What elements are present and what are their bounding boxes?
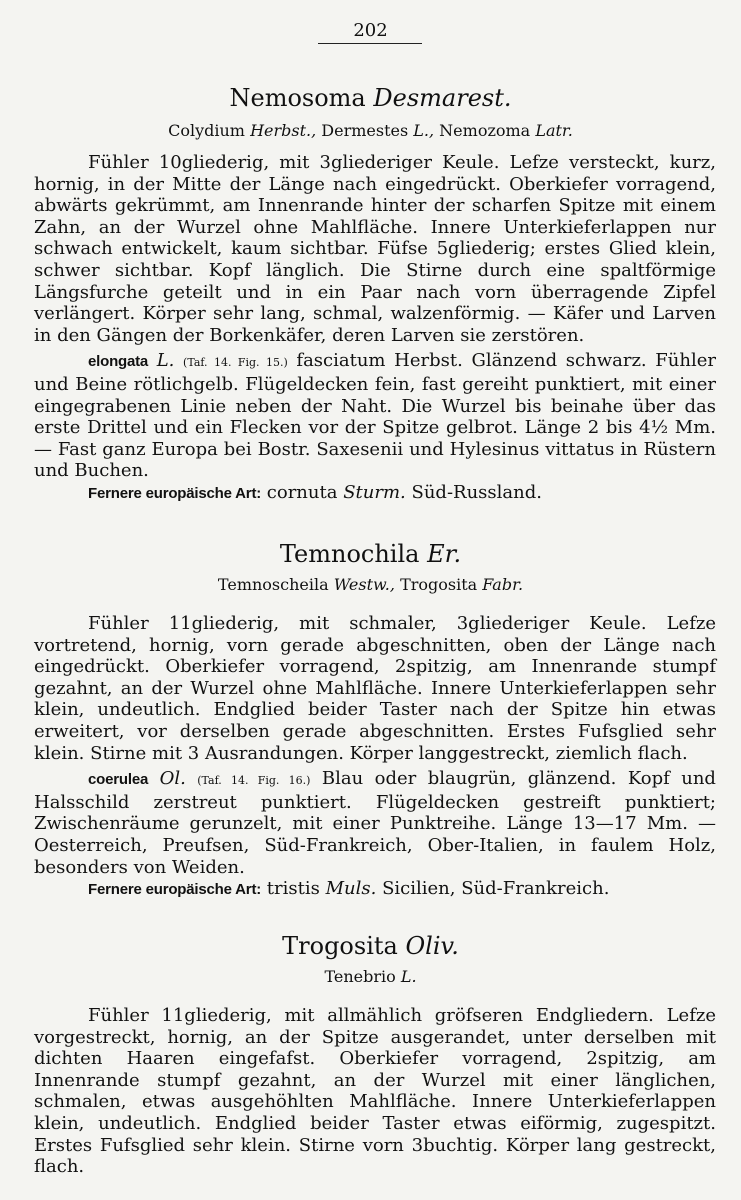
page-number: 202 bbox=[353, 20, 388, 41]
genus-description: Fühler 10gliederig, mit 3gliederiger Keule. Lefze versteckt, kurz, hornig, in der Mitte der Länge nach eingedrückt. Oberkiefer vorragend, abwärts gekrümmt, am Innenrande hinter der scharfen Spitze mit einem Zahn, an der Wurzel ohne Mahlfläche. Innere Unterkieferlappen nur schwach entwickelt, kaum sichtbar. Füfse 5gliederig; erstes Glied klein, schwer sichtbar. Kopf länglich. Die Stirne durch eine spaltförmige Längsfurche geteilt und in ein Paar nach vorn überragende Zipfel verlängert. Körper sehr lang, schmal, walzenförmig. — Käfer und Larven in den Gängen der Borkenkäfer, deren Larven sie zerstören. bbox=[34, 152, 716, 346]
synonym-name: Dermestes bbox=[321, 121, 409, 140]
further-species bbox=[34, 878, 716, 901]
species-author: Ol. bbox=[159, 768, 186, 790]
synonym-author: Latr. bbox=[535, 121, 573, 140]
genus-name: Nemosoma bbox=[229, 84, 366, 112]
synonyms-trogosita bbox=[0, 967, 741, 986]
synonym-author: L., bbox=[413, 121, 435, 140]
species-description: fasciatum Herbst. Glänzend schwarz. Fühler und Beine rötlichgelb. Flügeldecken fein, fast gereiht punktiert, mit einer eingegrabenen Linie neben der Naht. Die Wurzel bis beinahe über das erste Drittel und ein Flecken vor der Spitze gelbrot. Länge 2 bis 4½ Mm. — Fast ganz Europa bei Bostr. Saxesenii und Hylesinus vittatus in Rüstern und Buchen. bbox=[34, 350, 716, 482]
further-author: Sturm. bbox=[343, 481, 406, 503]
synonym-name: Colydium bbox=[168, 121, 245, 140]
species-entry bbox=[34, 768, 716, 878]
genus-heading-trogosita bbox=[0, 932, 741, 960]
synonym-name: Nemozoma bbox=[439, 121, 531, 140]
genus-heading-temnochila bbox=[0, 540, 741, 568]
genus-author: Desmarest. bbox=[373, 84, 512, 112]
header-rule bbox=[318, 43, 422, 44]
synonym-author: Herbst., bbox=[250, 121, 317, 140]
synonym-author: L. bbox=[400, 967, 417, 986]
genus-heading-nemosoma bbox=[0, 84, 741, 112]
genus-name: Trogosita bbox=[282, 932, 398, 960]
species-name: elongata bbox=[88, 353, 149, 371]
species-entry bbox=[34, 350, 716, 482]
synonym-name: Temnoscheila bbox=[217, 575, 329, 594]
genus-description: Fühler 11gliederig, mit schmaler, 3gliederiger Keule. Lefze vortretend, hornig, vorn gerade abgeschnitten, oben der Länge nach eingedrückt. Oberkiefer vorragend, 2spitzig, am Innenrande stumpf gezahnt, an der Wurzel ohne Mahlfläche. Innere Unterkieferlappen sehr klein, undeutlich. Endglied beider Taster nach der Spitze hin etwas erweitert, vor derselben gerade abgeschnitten. Erstes Fufsglied sehr klein. Stirne mit 3 Ausrandungen. Körper langgestreckt, ziemlich flach. bbox=[34, 613, 716, 764]
section-text-trogosita bbox=[34, 1005, 716, 1178]
plate-reference: (Taf. 14. Fig. 15.) bbox=[183, 356, 288, 370]
synonym-author: Westw., bbox=[333, 575, 395, 594]
genus-author: Er. bbox=[427, 540, 462, 568]
genus-description: Fühler 11gliederig, mit allmählich gröfseren Endgliedern. Lefze vorgestreckt, hornig, an der Spitze ausgerandet, unter derselben mit dichten Haaren eingefafst. Oberkiefer vorragend, 2spitzig, am Innenrande stumpf gezahnt, an der Wurzel mit einer länglichen, schmalen, etwas ausgehöhlten Mahlfläche. Innere Unterkieferlappen klein, undeutlich. Endglied beider Taster etwas eiförmig, zugespitzt. Erstes Fufsglied sehr klein. Stirne vorn 3buchtig. Körper lang gestreckt, flach. bbox=[34, 1005, 716, 1178]
section-text-nemosoma bbox=[34, 152, 716, 505]
further-species bbox=[34, 482, 716, 505]
species-name: coerulea bbox=[88, 771, 149, 789]
further-name: cornuta bbox=[266, 481, 338, 503]
further-label: Fernere europäische Art: bbox=[88, 881, 262, 899]
further-author: Muls. bbox=[325, 878, 377, 900]
further-region: Süd-Russland. bbox=[411, 481, 542, 503]
synonyms-nemosoma bbox=[0, 121, 741, 140]
synonym-name: Tenebrio bbox=[324, 967, 396, 986]
species-description: Blau oder blaugrün, glänzend. Kopf und Halsschild zerstreut punktiert. Flügeldecken gestreift punktiert; Zwischenräume gerunzelt, mit einer Punktreihe. Länge 13—17 Mm. — Oesterreich, Preufsen, Süd-Frankreich, Ober-Italien, in faulem Holz, besonders von Weiden. bbox=[34, 768, 716, 878]
further-name: tristis bbox=[266, 878, 320, 900]
further-region: Sicilien, Süd-Frankreich. bbox=[382, 878, 610, 900]
plate-reference: (Taf. 14. Fig. 16.) bbox=[197, 774, 311, 788]
genus-name: Temnochila bbox=[279, 540, 420, 568]
section-text-temnochila bbox=[34, 613, 716, 901]
species-author: L. bbox=[156, 350, 175, 372]
synonym-name: Trogosita bbox=[400, 575, 478, 594]
synonyms-temnochila bbox=[0, 575, 741, 594]
synonym-author: Fabr. bbox=[482, 575, 524, 594]
genus-author: Oliv. bbox=[405, 932, 459, 960]
further-label: Fernere europäische Art: bbox=[88, 484, 262, 502]
